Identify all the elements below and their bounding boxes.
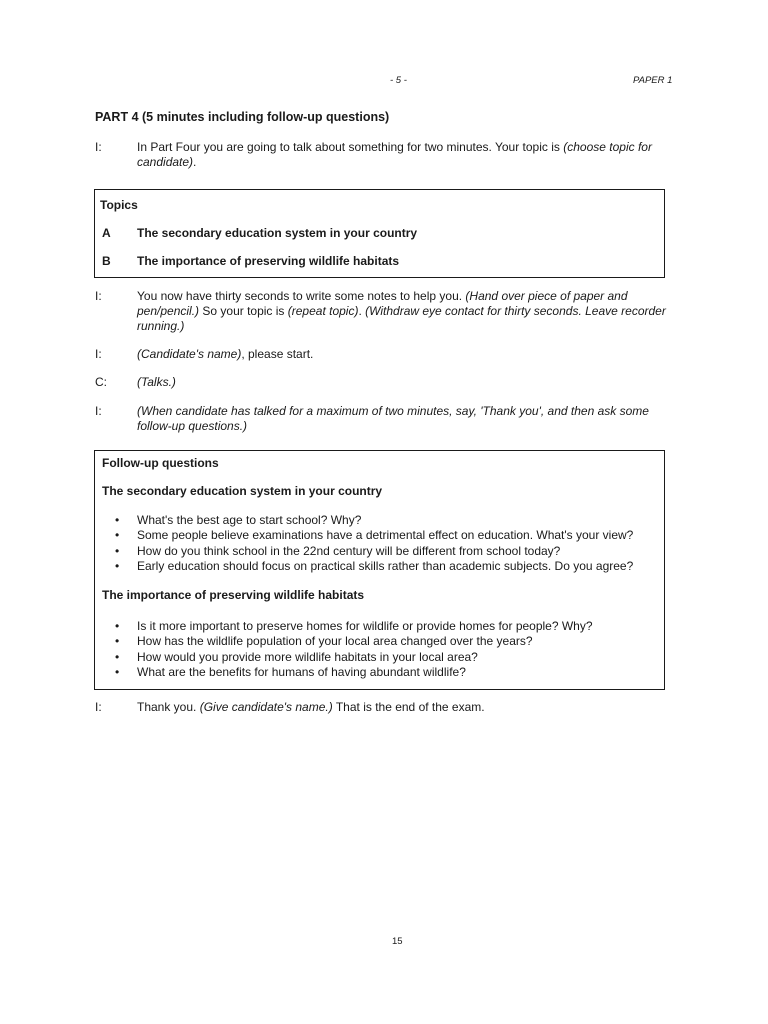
talks-instruction xyxy=(95,375,670,390)
start-instruction xyxy=(95,347,670,362)
notes-instruction xyxy=(95,289,670,334)
followup-heading: Follow-up questions xyxy=(102,456,219,470)
intro-text: In Part Four you are going to talk about something for two minutes. Your topic is xyxy=(137,140,564,154)
instruction-italic: (Hand over piece of paper and pen/pencil.) xyxy=(137,289,628,318)
instruction-italic: (repeat topic) xyxy=(287,304,359,318)
closing-instruction xyxy=(95,700,670,715)
followup-questions-box xyxy=(94,450,665,690)
topics-heading: Topics xyxy=(100,198,138,212)
wildlife-question-list xyxy=(95,619,660,680)
list-item: • How has the wildlife population of your local area changed over the years? xyxy=(95,634,660,649)
speaker-label: I: xyxy=(95,347,102,361)
list-item: • How would you provide more wildlife habitats in your local area? xyxy=(95,650,660,665)
intro-instruction xyxy=(95,140,670,170)
instruction-text: So your topic is xyxy=(199,304,288,318)
topic-item-a xyxy=(102,226,417,240)
page-marker: - 5 - xyxy=(390,75,407,86)
topics-box xyxy=(94,189,665,278)
speaker-label: I: xyxy=(95,404,102,418)
speaker-label: I: xyxy=(95,700,102,714)
followup-instruction xyxy=(95,404,670,434)
closing-italic: (Give candidate's name.) xyxy=(199,700,333,714)
list-item: • What's the best age to start school? Why? xyxy=(95,513,660,528)
list-item: • Some people believe examinations have a detrimental effect on education. What's your view? xyxy=(95,528,660,543)
speaker-label: I: xyxy=(95,140,102,154)
instruction-italic: (Candidate's name) xyxy=(137,347,242,361)
topic-text: The secondary education system in your country xyxy=(137,226,418,240)
topic-letter: A xyxy=(102,226,111,240)
paper-label: PAPER 1 xyxy=(633,75,673,86)
section-title-wildlife: The importance of preserving wildlife habitats xyxy=(102,588,365,602)
page-number: 15 xyxy=(392,936,403,947)
list-item: • Early education should focus on practical skills rather than academic subjects. Do you agree? xyxy=(95,559,660,574)
instruction-italic: (Withdraw eye contact for thirty seconds. Leave recorder running.) xyxy=(137,304,666,333)
speaker-label: C: xyxy=(95,375,107,389)
intro-italic: (choose topic for candidate) xyxy=(137,140,652,169)
closing-text: That is the end of the exam. xyxy=(332,700,485,714)
speaker-label: I: xyxy=(95,289,102,303)
instruction-italic: (Talks.) xyxy=(137,375,176,389)
instruction-text: You now have thirty seconds to write some notes to help you. xyxy=(137,289,466,303)
topic-item-b xyxy=(102,254,399,268)
section-title-education: The secondary education system in your country xyxy=(102,484,383,498)
list-item: • What are the benefits for humans of having abundant wildlife? xyxy=(95,665,660,680)
instruction-text: , please start. xyxy=(241,347,314,361)
topic-text: The importance of preserving wildlife habitats xyxy=(137,254,400,268)
closing-text: Thank you. xyxy=(137,700,200,714)
instruction-text: . xyxy=(358,304,366,318)
instruction-italic: (When candidate has talked for a maximum of two minutes, say, 'Thank you', and then ask some follow-up questions.) xyxy=(137,404,649,433)
intro-end: . xyxy=(193,155,197,169)
topic-letter: B xyxy=(102,254,111,268)
part-title: PART 4 (5 minutes including follow-up questions) xyxy=(95,110,390,124)
education-question-list xyxy=(95,513,660,574)
list-item: • Is it more important to preserve homes for wildlife or provide homes for people? Why? xyxy=(95,619,660,634)
list-item: • How do you think school in the 22nd century will be different from school today? xyxy=(95,544,660,559)
